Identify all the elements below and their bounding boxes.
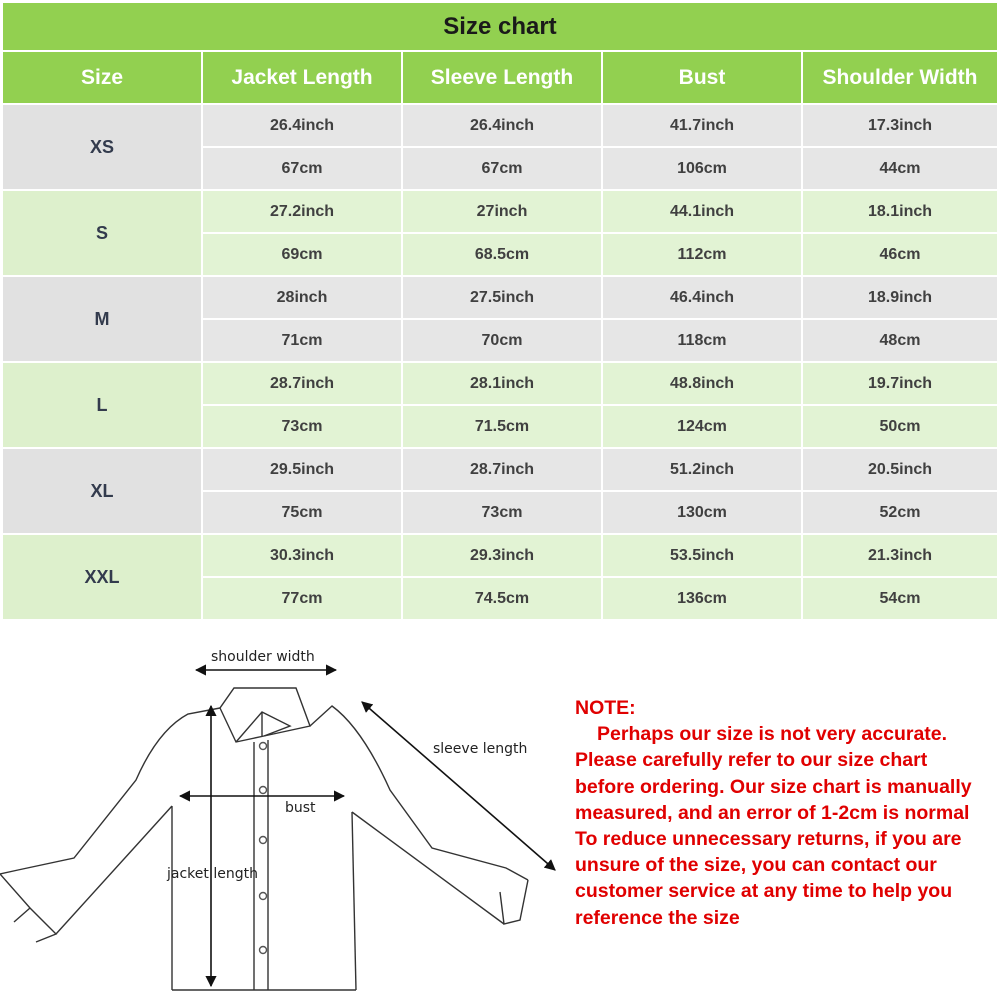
table-cell: 54cm <box>803 578 997 621</box>
header-bust: Bust <box>603 52 803 105</box>
jacket-length-label: jacket length <box>167 866 258 882</box>
table-cell: 52cm <box>803 492 997 535</box>
note-line: measured, and an error of 1-2cm is normal <box>575 801 970 824</box>
table-cell: 28.7inch <box>203 363 403 406</box>
table-cell: 27inch <box>403 191 603 234</box>
size-table <box>3 52 997 621</box>
size-label: XS <box>3 105 203 191</box>
table-cell: 67cm <box>403 148 603 191</box>
table-cell: 112cm <box>603 234 803 277</box>
table-cell: 27.2inch <box>203 191 403 234</box>
jacket-buttons <box>260 743 267 954</box>
table-row <box>3 191 997 234</box>
table-cell: 51.2inch <box>603 449 803 492</box>
header-row <box>3 52 997 105</box>
note-line: before ordering. Our size chart is manually <box>575 775 972 798</box>
size-label: S <box>3 191 203 277</box>
table-cell: 29.3inch <box>403 535 603 578</box>
table-cell: 118cm <box>603 320 803 363</box>
table-cell: 75cm <box>203 492 403 535</box>
table-cell: 26.4inch <box>403 105 603 148</box>
table-cell: 30.3inch <box>203 535 403 578</box>
table-cell: 18.1inch <box>803 191 997 234</box>
table-row <box>3 277 997 320</box>
note-line: Please carefully refer to our size chart <box>575 749 928 772</box>
header-sleeve-length: Sleeve Length <box>403 52 603 105</box>
table-cell: 26.4inch <box>203 105 403 148</box>
table-cell: 44.1inch <box>603 191 803 234</box>
table-cell: 71cm <box>203 320 403 363</box>
header-shoulder-width: Shoulder Width <box>803 52 997 105</box>
header-size: Size <box>3 52 203 105</box>
table-cell: 73cm <box>403 492 603 535</box>
table-cell: 73cm <box>203 406 403 449</box>
note-line: reference the size <box>575 906 740 929</box>
note-line: customer service at any time to help you <box>575 880 953 903</box>
size-label: L <box>3 363 203 449</box>
table-row <box>3 535 997 578</box>
jacket-measurement-diagram <box>0 630 560 1000</box>
table-cell: 53.5inch <box>603 535 803 578</box>
table-cell: 46cm <box>803 234 997 277</box>
header-jacket-length: Jacket Length <box>203 52 403 105</box>
table-cell: 74.5cm <box>403 578 603 621</box>
sleeve-length-arrow <box>362 702 555 870</box>
table-cell: 136cm <box>603 578 803 621</box>
bust-label: bust <box>285 800 316 816</box>
note-line: unsure of the size, you can contact our <box>575 854 937 877</box>
table-cell: 28.7inch <box>403 449 603 492</box>
table-cell: 28inch <box>203 277 403 320</box>
table-cell: 124cm <box>603 406 803 449</box>
table-cell: 29.5inch <box>203 449 403 492</box>
table-cell: 71.5cm <box>403 406 603 449</box>
table-cell: 19.7inch <box>803 363 997 406</box>
table-cell: 17.3inch <box>803 105 997 148</box>
chart-title: Size chart <box>3 3 997 50</box>
size-label: XL <box>3 449 203 535</box>
table-cell: 68.5cm <box>403 234 603 277</box>
table-row <box>3 105 997 148</box>
note-line: To reduce unnecessary returns, if you are <box>575 828 962 851</box>
table-cell: 27.5inch <box>403 277 603 320</box>
table-cell: 70cm <box>403 320 603 363</box>
table-cell: 28.1inch <box>403 363 603 406</box>
table-cell: 41.7inch <box>603 105 803 148</box>
table-cell: 50cm <box>803 406 997 449</box>
table-cell: 20.5inch <box>803 449 997 492</box>
table-cell: 18.9inch <box>803 277 997 320</box>
shoulder-width-label: shoulder width <box>211 649 315 665</box>
table-cell: 77cm <box>203 578 403 621</box>
table-row <box>3 449 997 492</box>
size-note <box>575 695 995 931</box>
table-cell: 69cm <box>203 234 403 277</box>
table-cell: 48.8inch <box>603 363 803 406</box>
table-row <box>3 363 997 406</box>
table-cell: 46.4inch <box>603 277 803 320</box>
sleeve-length-label: sleeve length <box>433 741 528 757</box>
note-line: Perhaps our size is not very accurate. <box>597 723 948 746</box>
size-label: M <box>3 277 203 363</box>
table-cell: 48cm <box>803 320 997 363</box>
table-cell: 106cm <box>603 148 803 191</box>
table-cell: 44cm <box>803 148 997 191</box>
table-cell: 21.3inch <box>803 535 997 578</box>
note-heading: NOTE: <box>575 697 636 719</box>
size-label: XXL <box>3 535 203 621</box>
table-cell: 67cm <box>203 148 403 191</box>
table-cell: 130cm <box>603 492 803 535</box>
